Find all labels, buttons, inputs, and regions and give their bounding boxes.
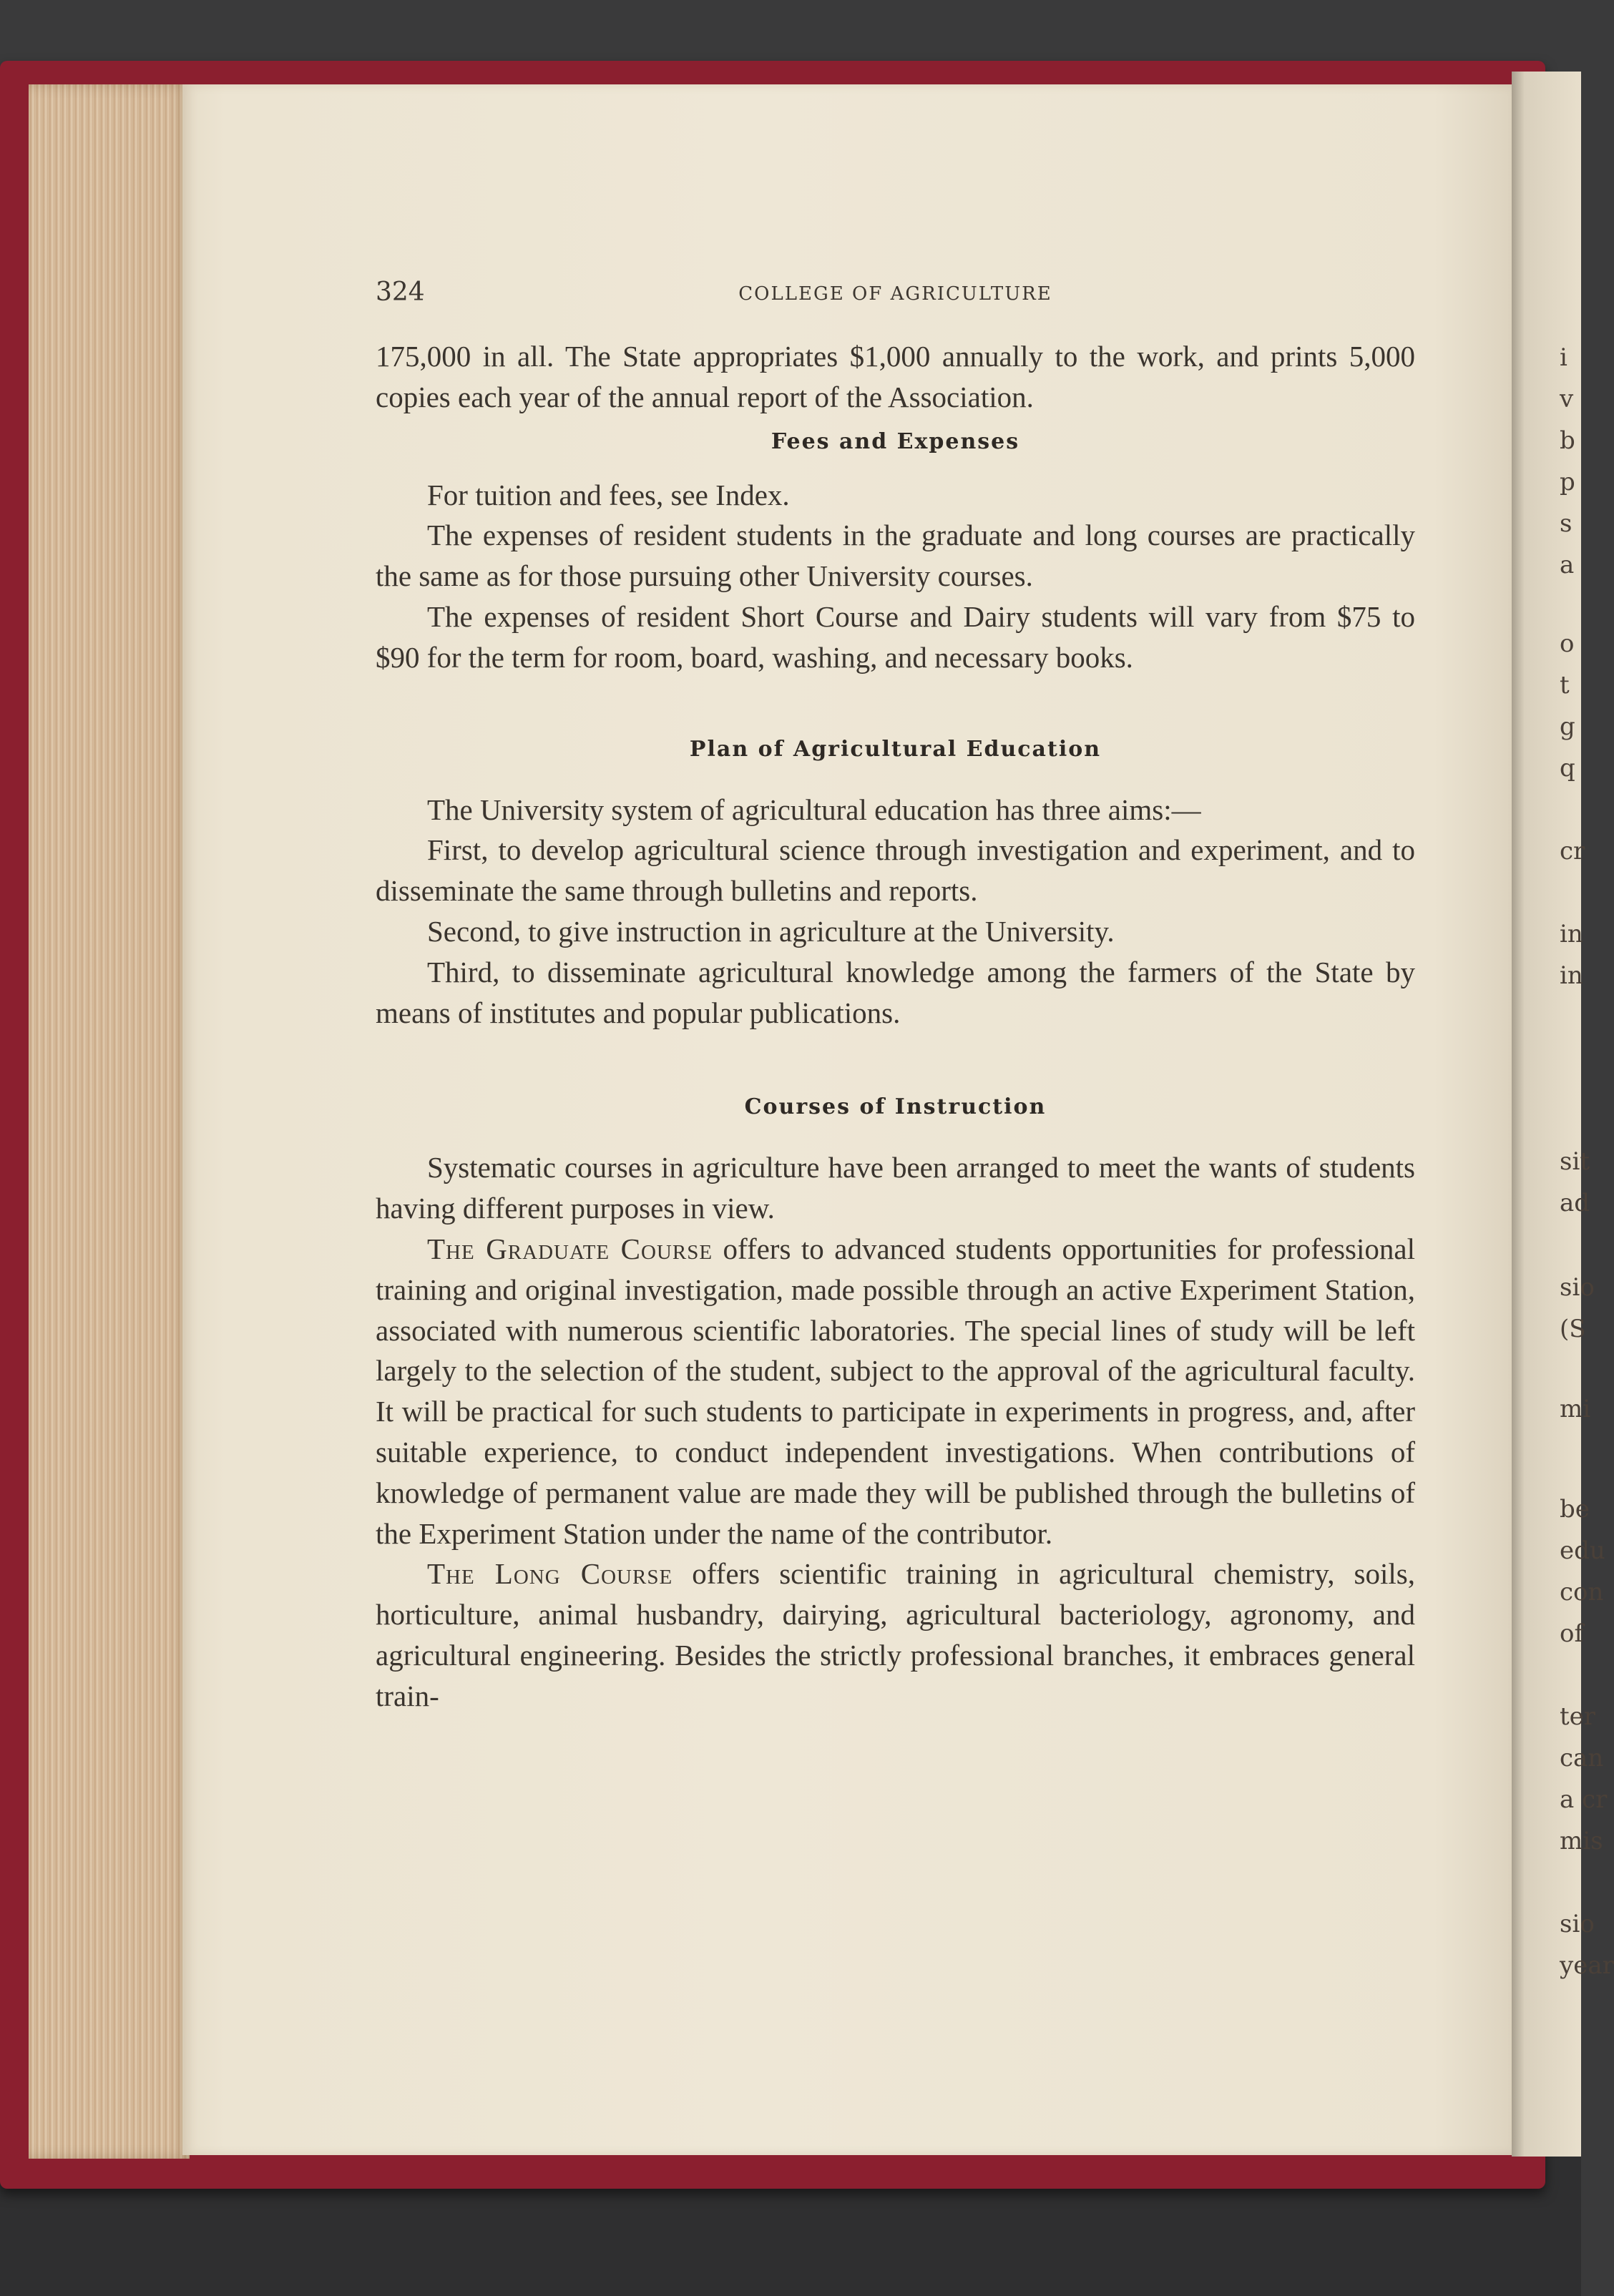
adjacent-page-fragment: of bbox=[1560, 1619, 1584, 1648]
paragraph: First, to develop agricultural science through investigation and experiment, and to disseminate the same through bulletins and reports. bbox=[376, 833, 1415, 908]
page-number: 324 bbox=[376, 278, 425, 307]
adjacent-page-fragment: mis bbox=[1560, 1827, 1603, 1855]
adjacent-page-fragment: p bbox=[1560, 468, 1575, 496]
page-header bbox=[376, 278, 1415, 315]
paragraph: Second, to give instruction in agriculture at the University. bbox=[427, 914, 1115, 948]
adjacent-page-fragment: o bbox=[1560, 629, 1575, 658]
adjacent-page-fragment: ad bbox=[1560, 1189, 1590, 1217]
long-course-text: offers scientific training in agricultural chemistry, soils, horticulture, animal husbandry, dairying, agricultural bacteriology, agronomy, and agricultural engineering. Besides the strictly professional branches, it embraces general train- bbox=[376, 1557, 1415, 1712]
adjacent-page-fragment: in bbox=[1560, 920, 1583, 948]
running-head: COLLEGE OF AGRICULTURE bbox=[738, 283, 1052, 305]
adjacent-page-fragment: sio bbox=[1560, 1910, 1595, 1938]
adjacent-page-fragment: b bbox=[1560, 426, 1575, 455]
paragraph: The expenses of resident Short Course and Dairy students will vary from $75 to $90 for the term for room, board, washing, and necessary books. bbox=[376, 599, 1415, 674]
adjacent-page-fragment: g bbox=[1560, 712, 1575, 741]
adjacent-page-fragment: a cr bbox=[1560, 1785, 1608, 1814]
long-course-label: The Long Course bbox=[427, 1557, 673, 1591]
paragraph: The University system of agricultural education has three aims:— bbox=[427, 793, 1201, 826]
adjacent-page-fragment: be bbox=[1560, 1495, 1590, 1524]
adjacent-page-fragment: a bbox=[1560, 551, 1575, 579]
adjacent-page-fragment: sio bbox=[1560, 1273, 1595, 1302]
adjacent-page-fragment: q bbox=[1560, 754, 1575, 782]
paragraph: Systematic courses in agriculture have been arranged to meet the wants of students having different purposes in view. bbox=[376, 1151, 1415, 1225]
paragraph: The expenses of resident students in the graduate and long courses are practically the same as for those pursuing other University courses. bbox=[376, 519, 1415, 593]
graduate-course-label: The Graduate Course bbox=[427, 1232, 713, 1265]
intro-paragraph: 175,000 in all. The State appropriates $1,000 annually to the work, and prints 5,000 copies each year of the annual report of the Association. bbox=[376, 340, 1415, 413]
adjacent-page-fragment: s bbox=[1560, 509, 1573, 538]
section-heading-plan: Plan of Agricultural Education bbox=[689, 736, 1102, 762]
paragraph-graduate-course bbox=[376, 1229, 1415, 1554]
adjacent-page-fragment: can bbox=[1560, 1744, 1604, 1772]
adjacent-page-fragment: v bbox=[1560, 385, 1574, 413]
paragraph: Third, to disseminate agricultural knowledge among the farmers of the State by means of institutes and popular publications. bbox=[376, 955, 1415, 1029]
adjacent-page-fragment: year bbox=[1560, 1951, 1614, 1980]
adjacent-page-fragment: (S bbox=[1560, 1315, 1586, 1343]
paragraph-long-course bbox=[376, 1554, 1415, 1716]
section-heading-courses: Courses of Instruction bbox=[744, 1094, 1047, 1120]
graduate-course-text: offers to advanced students opportunities for professional training and original investigation, made possible through an active Experiment Station, associated with numerous scientific laboratories. The special lines of study will be left largely to the selection of the student, subject to the approval of the agricultural faculty. It will be practical for such students to participate in experiments in progress, and, after suitable experience, to conduct independent investigations. When contributions of knowledge of permanent value are made they will be published through the bulletins of the Experiment Station under the name of the contributor. bbox=[376, 1232, 1415, 1550]
adjacent-page-fragment: edu bbox=[1560, 1536, 1605, 1565]
adjacent-page-fragment: con bbox=[1560, 1578, 1604, 1606]
body-text bbox=[376, 336, 1415, 1717]
paragraph: For tuition and fees, see Index. bbox=[427, 478, 790, 511]
adjacent-page-fragment: sit bbox=[1560, 1147, 1590, 1176]
adjacent-page-fragment: ter bbox=[1560, 1702, 1596, 1731]
adjacent-page-fragment: t bbox=[1560, 671, 1570, 700]
adjacent-page-fragment: in bbox=[1560, 961, 1583, 990]
page-edges bbox=[29, 84, 190, 2159]
adjacent-page-fragment: cr bbox=[1560, 837, 1585, 865]
section-heading-fees: Fees and Expenses bbox=[771, 428, 1020, 454]
adjacent-page-fragment: i bbox=[1560, 343, 1567, 372]
adjacent-page-fragment: mi bbox=[1560, 1395, 1591, 1423]
